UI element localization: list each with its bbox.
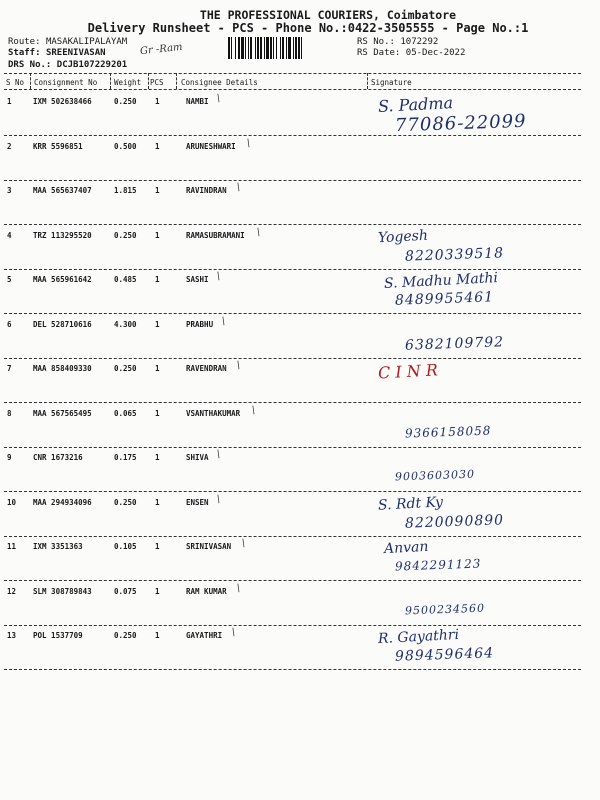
row-weight: 0.485	[114, 275, 137, 284]
signature-phone: 9366158058	[404, 422, 492, 441]
row-divider	[4, 447, 581, 448]
row-sno: 10	[7, 497, 17, 507]
row-pcs: 1	[155, 408, 160, 418]
row-consignee: RAM KUMAR	[186, 586, 227, 596]
row-pcs: 1	[155, 453, 160, 462]
row-consignment: MAA 858409330	[33, 364, 92, 373]
row-pcs: 1	[155, 186, 160, 195]
row-weight: 0.065	[114, 408, 137, 418]
check-mark-icon: /	[239, 537, 248, 550]
row-divider	[4, 625, 581, 626]
row-divider	[4, 135, 581, 136]
check-mark-icon: /	[234, 181, 243, 194]
row-consignment: DEL 528710616	[33, 319, 92, 329]
signature-phone: 8489955461	[394, 289, 495, 309]
row-sno: 12	[7, 586, 17, 596]
signature-name: S. Madhu Mathi	[383, 270, 499, 292]
row-consignee: NAMBI	[186, 97, 209, 106]
signature-phone: 77086-22099	[394, 110, 527, 137]
column-divider	[30, 73, 31, 89]
signature-phone: 9894596464	[394, 645, 495, 665]
row-divider	[4, 180, 581, 181]
drs-value: DCJB107229201	[56, 60, 128, 70]
column-divider	[176, 73, 177, 89]
route-value: MASAKALIPALAYAM	[45, 37, 128, 47]
row-pcs: 1	[155, 586, 160, 596]
signature-phone: 9842291123	[394, 556, 482, 574]
row-consignee: SASHI	[186, 275, 209, 284]
row-consignee: PRABHU	[186, 319, 214, 329]
check-mark-icon: /	[214, 493, 223, 505]
row-consignment: IXM 3351363	[33, 542, 83, 551]
check-mark-icon: /	[219, 315, 228, 327]
row-consignee: RAVENDRAN	[186, 364, 227, 373]
row-pcs: 1	[155, 319, 160, 329]
row-sno: 13	[7, 631, 17, 640]
row-divider	[4, 402, 581, 403]
check-mark-icon: /	[234, 359, 243, 372]
column-header: Weight	[114, 78, 142, 87]
route-line: Route: MASAKALIPALAYAM	[8, 37, 128, 47]
row-consignment: KRR 5596851	[33, 141, 83, 151]
column-divider	[367, 73, 368, 89]
signature-phone: 8220339518	[404, 244, 505, 265]
row-weight: 4.300	[114, 319, 137, 329]
row-pcs: 1	[155, 230, 160, 240]
row-consignment: POL 1537709	[33, 631, 83, 640]
check-mark-icon: /	[249, 404, 258, 416]
row-pcs: 1	[155, 141, 160, 151]
staff-value: SREENIVASAN	[45, 48, 106, 58]
row-sno: 11	[7, 542, 17, 551]
check-mark-icon: /	[244, 137, 253, 149]
check-mark-icon: /	[229, 626, 238, 639]
column-header: Consignment No	[34, 78, 98, 87]
row-consignment: MAA 565961642	[33, 275, 92, 284]
column-header: PCS	[150, 78, 164, 87]
row-weight: 0.175	[114, 453, 137, 462]
row-consignee: VSANTHAKUMAR	[186, 408, 241, 418]
signature-name: S. Rdt Ky	[377, 493, 444, 514]
row-sno: 7	[7, 364, 12, 373]
row-sno: 2	[7, 141, 12, 151]
row-consignment: MAA 565637407	[33, 186, 92, 195]
column-header: Signature	[371, 78, 412, 87]
row-sno: 4	[7, 230, 12, 240]
signature-phone: 9500234560	[404, 601, 486, 617]
row-consignment: CNR 1673216	[33, 453, 83, 462]
row-pcs: 1	[155, 631, 160, 640]
signature-name: Anvan	[383, 538, 429, 558]
signature-name: C I N R	[377, 360, 439, 383]
check-mark-icon: /	[254, 226, 263, 238]
check-mark-icon: /	[214, 270, 223, 283]
barcode	[228, 37, 343, 59]
row-sno: 6	[7, 319, 12, 329]
row-consignee: SRINIVASAN	[186, 542, 232, 551]
row-consignee: ENSEN	[186, 497, 209, 507]
row-sno: 3	[7, 186, 12, 195]
row-sno: 1	[7, 97, 12, 106]
row-pcs: 1	[155, 275, 160, 284]
row-consignee: ARUNESHWARI	[186, 141, 236, 151]
row-consignee: RAVINDRAN	[186, 186, 227, 195]
row-consignee: GAYATHRI	[186, 631, 223, 640]
row-consignee: SHIVA	[186, 453, 209, 462]
table-header-rule	[4, 89, 581, 90]
staff-line: Staff: SREENIVASAN	[8, 48, 106, 58]
column-header: S No	[6, 78, 25, 87]
rs-date-value: 05-Dec-2022	[405, 48, 466, 58]
row-divider	[4, 536, 581, 537]
column-divider	[148, 73, 149, 89]
rs-no-line: RS No.: 1072292	[357, 37, 439, 47]
row-weight: 0.500	[114, 141, 137, 151]
row-consignment: SLM 308789843	[33, 586, 92, 596]
row-sno: 5	[7, 275, 12, 284]
runsheet-subtitle: Delivery Runsheet - PCS - Phone No.:0422-3505555 - Page No.:1	[87, 21, 529, 35]
row-pcs: 1	[155, 364, 160, 373]
column-header: Consignee Details	[181, 78, 258, 87]
barcode-bar	[302, 37, 305, 59]
signature-phone: 9003603030	[394, 467, 476, 484]
row-sno: 8	[7, 408, 12, 418]
row-divider	[4, 313, 581, 314]
table-top-rule	[4, 73, 581, 74]
drs-line: DRS No.: DCJB107229201	[8, 60, 128, 70]
row-weight: 0.250	[114, 97, 137, 106]
row-divider	[4, 669, 581, 670]
row-divider	[4, 491, 581, 492]
row-divider	[4, 224, 581, 225]
row-consignee: RAMASUBRAMANI	[186, 230, 245, 240]
row-consignment: TRZ 113295520	[33, 230, 92, 240]
row-weight: 0.075	[114, 586, 137, 596]
row-consignment: MAA 567565495	[33, 408, 92, 418]
rs-date-line: RS Date: 05-Dec-2022	[357, 48, 466, 58]
row-weight: 0.250	[114, 230, 137, 240]
handwritten-note: Gr -Ram	[139, 41, 183, 58]
row-divider	[4, 580, 581, 581]
row-sno: 9	[7, 453, 12, 462]
signature-phone: 6382109792	[404, 333, 505, 354]
rs-no-value: 1072292	[400, 37, 439, 47]
column-divider	[110, 73, 111, 89]
row-weight: 0.250	[114, 497, 137, 507]
company-title: THE PROFESSIONAL COURIERS, Coimbatore	[199, 8, 457, 22]
row-consignment: IXM 502638466	[33, 97, 92, 106]
check-mark-icon: /	[214, 448, 223, 461]
row-weight: 0.250	[114, 631, 137, 640]
check-mark-icon: /	[234, 582, 243, 594]
check-mark-icon: /	[214, 92, 223, 105]
row-pcs: 1	[155, 97, 160, 106]
row-pcs: 1	[155, 542, 160, 551]
signature-name: Yogesh	[377, 227, 429, 246]
signature-name: R. Gayathri	[377, 626, 460, 648]
row-consignment: MAA 294934096	[33, 497, 92, 507]
signature-name: S. Padma	[377, 93, 454, 116]
row-weight: 1.815	[114, 186, 137, 195]
row-weight: 0.250	[114, 364, 137, 373]
row-divider	[4, 358, 581, 359]
row-weight: 0.105	[114, 542, 137, 551]
signature-phone: 8220090890	[404, 511, 505, 532]
row-pcs: 1	[155, 497, 160, 507]
